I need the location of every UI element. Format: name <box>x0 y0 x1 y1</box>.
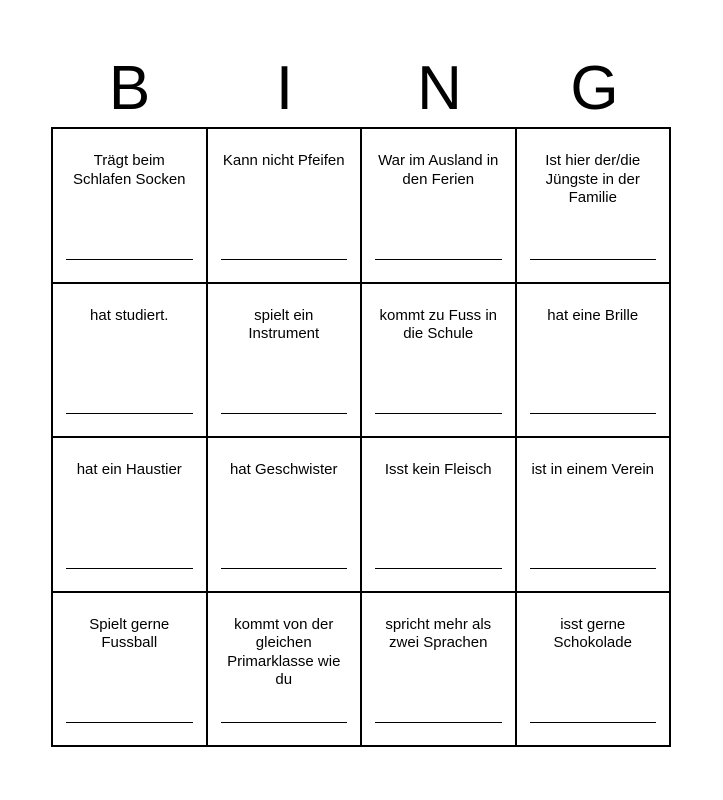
bingo-cell <box>208 438 363 593</box>
cell-text: spricht mehr als zwei Sprachen <box>385 615 492 651</box>
signature-line <box>530 259 657 260</box>
bingo-cell <box>517 129 672 284</box>
bingo-cell <box>517 438 672 593</box>
bingo-cell <box>362 438 517 593</box>
bingo-cell <box>362 129 517 284</box>
signature-line <box>530 568 657 569</box>
bingo-cell <box>53 129 208 284</box>
signature-line <box>375 722 502 723</box>
signature-line <box>66 413 193 414</box>
cell-text: isst gerne Schokolade <box>553 615 632 651</box>
header-letter-i: I <box>275 54 294 123</box>
bingo-cell <box>53 438 208 593</box>
cell-text: kommt von der gleichen Primarklasse wie du <box>227 615 341 688</box>
signature-line <box>221 568 348 569</box>
bingo-cell <box>362 593 517 748</box>
bingo-header <box>52 52 672 126</box>
signature-line <box>530 413 657 414</box>
cell-text: Isst kein Fleisch <box>384 461 492 478</box>
bingo-cell <box>53 593 208 748</box>
header-letter-g: G <box>570 54 619 123</box>
bingo-cell <box>517 593 672 748</box>
header-letter-n: N <box>417 54 462 123</box>
cell-text: Spielt gerne Fussball <box>89 615 170 651</box>
signature-line <box>66 722 193 723</box>
cell-text: hat studiert. <box>90 306 169 324</box>
header-letter-b: B <box>108 54 151 123</box>
signature-line <box>375 413 502 414</box>
signature-line <box>221 413 348 414</box>
bingo-cell <box>362 284 517 439</box>
cell-text: hat eine Brille <box>547 306 639 324</box>
bingo-cell <box>517 284 672 439</box>
cell-text: Trägt beim Schlafen Socken <box>72 152 186 188</box>
bingo-cell <box>208 284 363 439</box>
signature-line <box>530 722 657 723</box>
cell-text: spielt ein Instrument <box>248 306 320 342</box>
cell-text: War im Ausland in den Ferien <box>378 152 499 188</box>
bingo-cell <box>208 129 363 284</box>
signature-line <box>66 568 193 569</box>
signature-line <box>375 259 502 260</box>
cell-text: hat ein Haustier <box>76 461 182 478</box>
cell-text: Ist hier der/die Jüngste in der Familie <box>545 152 641 206</box>
signature-line <box>66 259 193 260</box>
bingo-cell <box>208 593 363 748</box>
bingo-cell <box>53 284 208 439</box>
signature-line <box>375 568 502 569</box>
signature-line <box>221 259 348 260</box>
cell-text: hat Geschwister <box>229 461 338 478</box>
signature-line <box>221 722 348 723</box>
cell-text: ist in einem Verein <box>531 461 655 478</box>
cell-text: Kann nicht Pfeifen <box>222 152 345 169</box>
bingo-grid <box>51 127 671 747</box>
cell-text: kommt zu Fuss in die Schule <box>379 306 498 342</box>
